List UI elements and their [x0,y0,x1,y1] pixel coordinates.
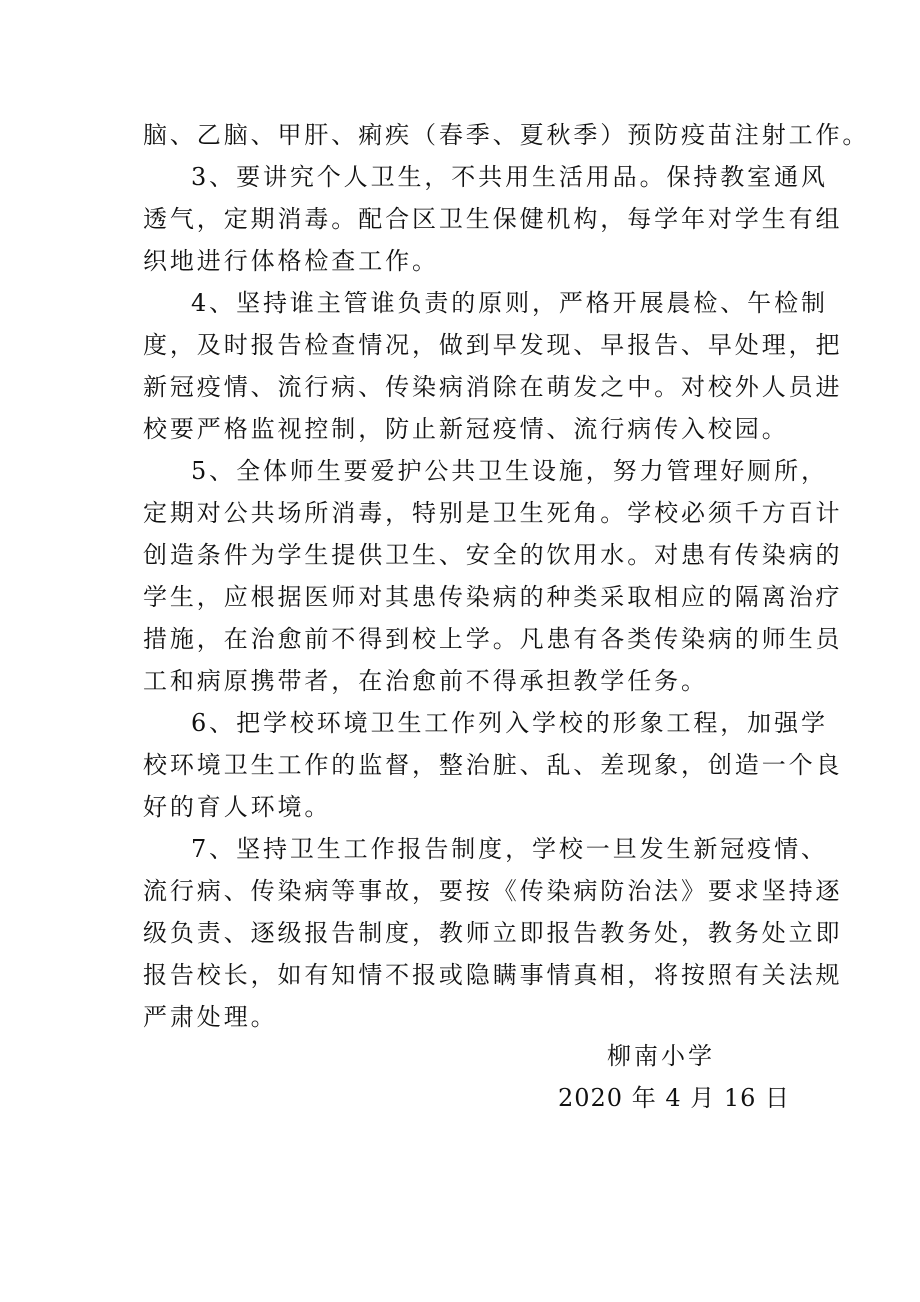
text-line: 级负责、逐级报告制度，教师立即报告教务处，教务处立即 [143,919,843,947]
text-line: 4、坚持谁主管谁负责的原则，严格开展晨检、午检制 [191,289,828,317]
text-line: 工和病原携带者，在治愈前不得承担教学任务。 [143,667,708,695]
text-line: 报告校长，如有知情不报或隐瞒事情真相，将按照有关法规 [143,961,843,989]
text-line: 严肃处理。 [143,1003,278,1031]
signature-date: 2020 年 4 月 16 日 [558,1084,791,1112]
text-line: 3、要讲究个人卫生，不共用生活用品。保持教室通风 [191,163,828,191]
text-line: 措施，在治愈前不得到校上学。凡患有各类传染病的师生员 [143,625,843,653]
text-line: 度，及时报告检查情况，做到早发现、早报告、早处理，把 [143,331,843,359]
text-line: 透气，定期消毒。配合区卫生保健机构，每学年对学生有组 [143,205,843,233]
text-line: 流行病、传染病等事故，要按《传染病防治法》要求坚持逐 [143,877,843,905]
text-line: 好的育人环境。 [143,793,332,821]
text-line: 织地进行体格检查工作。 [143,247,439,275]
text-line: 5、全体师生要爱护公共卫生设施，努力管理好厕所， [191,457,828,485]
text-line: 创造条件为学生提供卫生、安全的饮用水。对患有传染病的 [143,541,843,569]
text-line: 脑、乙脑、甲肝、痢疾（春季、夏秋季）预防疫苗注射工作。 [143,121,870,149]
text-line: 校要严格监视控制，防止新冠疫情、流行病传入校园。 [143,415,789,443]
text-line: 学生，应根据医师对其患传染病的种类采取相应的隔离治疗 [143,583,843,611]
text-line: 校环境卫生工作的监督，整治脏、乱、差现象，创造一个良 [143,751,843,779]
text-line: 6、把学校环境卫生工作列入学校的形象工程，加强学 [191,709,828,737]
signature-organization: 柳南小学 [607,1042,715,1070]
text-line: 7、坚持卫生工作报告制度，学校一旦发生新冠疫情、 [191,835,828,863]
text-line: 新冠疫情、流行病、传染病消除在萌发之中。对校外人员进 [143,373,843,401]
text-line: 定期对公共场所消毒，特别是卫生死角。学校必须千方百计 [143,499,843,527]
